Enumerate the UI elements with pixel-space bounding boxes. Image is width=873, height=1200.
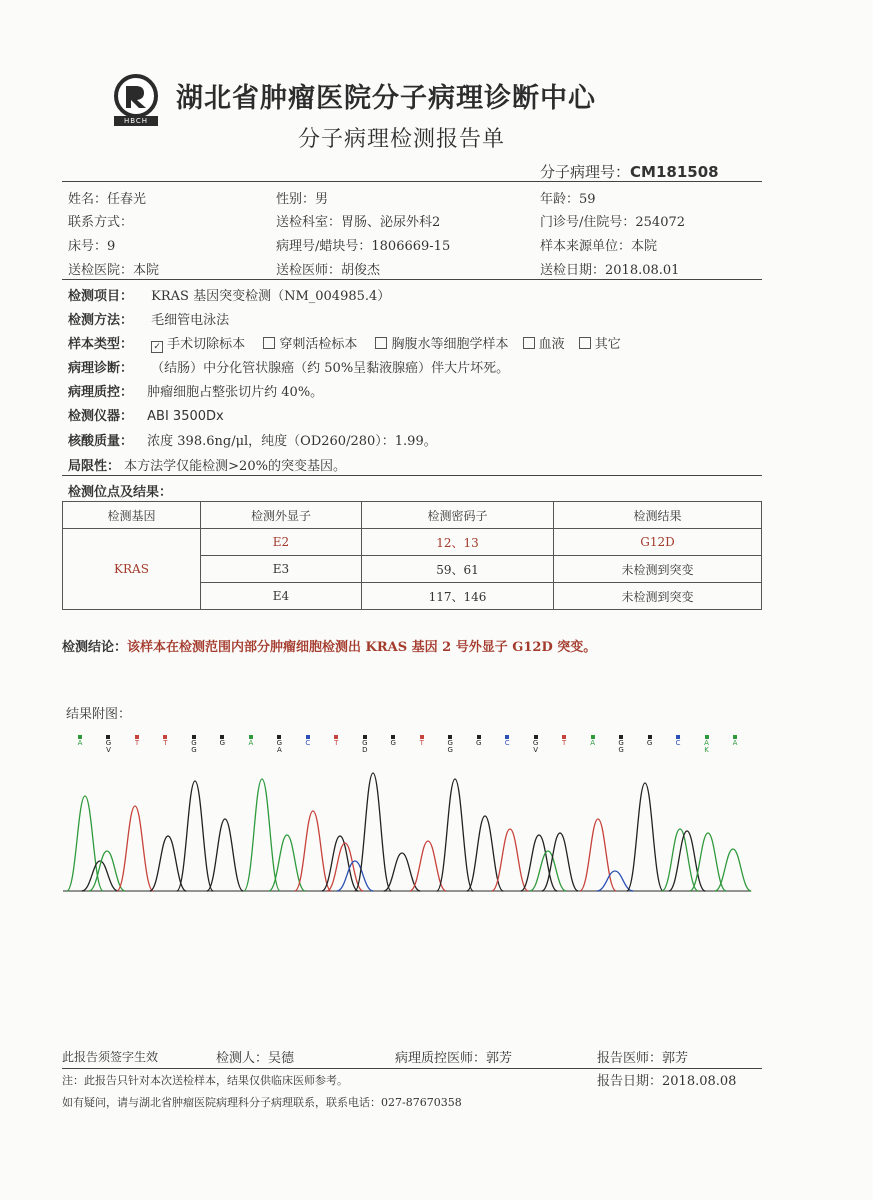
base-call bbox=[472, 735, 486, 747]
patient-hospital: 送检医院：本院 bbox=[68, 263, 160, 278]
patient-bed: 床号：9 bbox=[68, 239, 116, 254]
base-call bbox=[500, 735, 514, 747]
patient-clinic-no: 门诊号/住院号：254072 bbox=[540, 215, 686, 230]
trace-peak bbox=[627, 783, 663, 891]
sample-type-option bbox=[579, 337, 621, 352]
base-ambiguity-letter: D bbox=[362, 746, 368, 754]
trace-peak bbox=[355, 773, 391, 891]
test-method-row bbox=[68, 309, 229, 328]
base-ambiguity-letter: V bbox=[533, 746, 539, 754]
base-ambiguity-letter: K bbox=[704, 746, 709, 754]
report-title: 分子病理检测报告单 bbox=[298, 127, 506, 152]
base-letter: T bbox=[334, 739, 339, 747]
base-call bbox=[443, 735, 457, 754]
base-call bbox=[643, 735, 657, 747]
diagnosis-label: 病理诊断： bbox=[68, 361, 134, 376]
test-item-label: 检测项目： bbox=[68, 289, 134, 304]
report-date: 报告日期：2018.08.08 bbox=[597, 1074, 737, 1089]
trace-peak bbox=[662, 829, 698, 891]
base-letter: G bbox=[475, 739, 482, 747]
checkbox-icon bbox=[263, 337, 275, 349]
patient-department: 送检科室：胃肠、泌尿外科2 bbox=[276, 215, 441, 230]
codon-cell: 117、146 bbox=[362, 583, 554, 610]
base-letter: G bbox=[105, 739, 112, 747]
base-ambiguity-letter: A bbox=[276, 746, 282, 754]
base-letter: G bbox=[390, 739, 396, 747]
chromatogram bbox=[55, 760, 755, 900]
sample-type-label: 样本类型： bbox=[68, 337, 134, 352]
checkbox-icon bbox=[523, 337, 535, 349]
base-letter: T bbox=[134, 739, 140, 747]
base-letter: C bbox=[305, 739, 311, 747]
patient-pathology-no: 病理号/蜡块号：1806669-15 bbox=[276, 239, 451, 254]
report-number-label: 分子病理号： bbox=[540, 163, 631, 181]
table-header-exon: 检测外显子 bbox=[201, 502, 362, 529]
base-call bbox=[728, 735, 742, 747]
base-call bbox=[529, 735, 543, 754]
footer-contact: 如有疑问，请与湖北省肿瘤医院病理科分子病理联系，联系电话：027-87670358 bbox=[62, 1096, 462, 1109]
result-cell: G12D bbox=[554, 529, 762, 556]
diagnosis-row bbox=[68, 357, 509, 376]
limitation-value: 本方法学仅能检测>20%的突变基因。 bbox=[124, 459, 346, 474]
conclusion-text: 该样本在检测范围内部分肿瘤细胞检测出 KRAS 基因 2 号外显子 G12D 突变。 bbox=[127, 640, 597, 655]
base-letter: A bbox=[732, 739, 738, 747]
codon-cell: 59、61 bbox=[362, 556, 554, 583]
base-letter: G bbox=[646, 739, 653, 747]
base-ambiguity-letter: G bbox=[618, 746, 624, 754]
diagnosis-value: （结肠）中分化管状腺癌（约 50%呈黏液腺癌）伴大片坏死。 bbox=[151, 361, 510, 376]
base-call bbox=[187, 735, 201, 754]
base-letter: T bbox=[163, 739, 168, 747]
quality-row bbox=[68, 430, 437, 449]
trace-peak bbox=[244, 779, 280, 891]
base-letter: T bbox=[419, 739, 424, 747]
limitation-row bbox=[68, 455, 346, 474]
base-call bbox=[671, 735, 685, 747]
base-letter: G bbox=[532, 739, 539, 747]
qc-doctor: 病理质控医师：郭芳 bbox=[395, 1051, 513, 1066]
hospital-name: 湖北省肿瘤医院分子病理诊断中心 bbox=[176, 83, 596, 114]
trace-peak bbox=[530, 851, 566, 891]
sample-type-option-label: 胸腹水等细胞学样本 bbox=[391, 337, 509, 352]
instrument-row bbox=[68, 405, 224, 424]
patient-name: 姓名：任春光 bbox=[68, 192, 147, 207]
report-number bbox=[540, 161, 719, 182]
qc-row bbox=[68, 381, 323, 400]
trace-peak bbox=[177, 781, 213, 891]
sample-type-option bbox=[263, 337, 357, 352]
tester: 检测人：吴德 bbox=[216, 1051, 295, 1066]
sample-type-row bbox=[68, 333, 621, 353]
base-ambiguity-letter: G bbox=[191, 746, 197, 754]
instrument-label: 检测仪器： bbox=[68, 409, 134, 424]
checkbox-icon bbox=[579, 337, 591, 349]
exon-cell: E4 bbox=[201, 583, 362, 610]
base-letter: T bbox=[561, 739, 567, 747]
sign-note: 此报告须签字生效 bbox=[62, 1050, 159, 1064]
base-call bbox=[272, 735, 286, 754]
sample-type-option-label: 穿刺活检标本 bbox=[279, 337, 358, 352]
table-header-gene: 检测基因 bbox=[63, 502, 201, 529]
qc-value: 肿瘤细胞占整张切片约 40%。 bbox=[147, 385, 324, 400]
sample-type-option bbox=[523, 337, 565, 352]
sample-type-option-label: 手术切除标本 bbox=[167, 337, 246, 352]
table-header-result: 检测结果 bbox=[554, 502, 762, 529]
base-call bbox=[700, 735, 714, 754]
patient-gender: 性别：男 bbox=[276, 192, 329, 207]
result-cell: 未检测到突变 bbox=[554, 556, 762, 583]
base-letter: A bbox=[704, 739, 709, 747]
result-cell: 未检测到突变 bbox=[554, 583, 762, 610]
trace-peak bbox=[207, 819, 243, 891]
sample-type-option-label: 血液 bbox=[538, 337, 565, 352]
trace-peak bbox=[580, 819, 616, 891]
trace-peak bbox=[117, 806, 153, 891]
instrument-value: ABI 3500Dx bbox=[147, 409, 224, 424]
base-call bbox=[73, 735, 87, 747]
base-call bbox=[358, 735, 372, 754]
base-call bbox=[586, 735, 600, 747]
base-call bbox=[415, 735, 429, 747]
report-number-value: CM181508 bbox=[630, 163, 719, 181]
base-call bbox=[215, 735, 229, 747]
patient-sample-source: 样本来源单位：本院 bbox=[540, 239, 658, 254]
conclusion-label: 检测结论： bbox=[62, 640, 128, 655]
results-section-title: 检测位点及结果： bbox=[68, 485, 173, 500]
quality-value: 浓度 398.6ng/μl，纯度（OD260/280）：1.99。 bbox=[147, 434, 437, 449]
base-call bbox=[130, 735, 144, 747]
base-letter: G bbox=[447, 739, 453, 747]
patient-contact: 联系方式： bbox=[68, 215, 134, 230]
conclusion-row bbox=[62, 636, 596, 655]
base-call bbox=[614, 735, 628, 754]
patient-doctor: 送检医师：胡俊杰 bbox=[276, 263, 381, 278]
base-call bbox=[301, 735, 315, 747]
base-call bbox=[329, 735, 343, 747]
test-method-value: 毛细管电泳法 bbox=[151, 313, 230, 328]
base-letter: G bbox=[276, 739, 283, 747]
footer-note: 注：此报告只针对本次送检样本，结果仅供临床医师参考。 bbox=[62, 1074, 348, 1087]
trace-peak bbox=[597, 871, 633, 891]
codon-cell: 12、13 bbox=[362, 529, 554, 556]
base-call bbox=[101, 735, 115, 754]
exon-cell: E2 bbox=[201, 529, 362, 556]
base-call bbox=[158, 735, 172, 747]
trace-peak bbox=[437, 779, 473, 891]
table-header-row bbox=[63, 502, 762, 529]
test-item-row bbox=[68, 285, 390, 304]
base-letter: G bbox=[362, 739, 368, 747]
base-ambiguity-letter: V bbox=[106, 746, 111, 754]
test-method-label: 检测方法： bbox=[68, 313, 134, 328]
report-doctor: 报告医师：郭芳 bbox=[597, 1051, 689, 1066]
base-call bbox=[557, 735, 571, 747]
results-table bbox=[62, 501, 762, 610]
base-ambiguity-letter: G bbox=[447, 746, 453, 754]
figure-label: 结果附图： bbox=[66, 707, 132, 722]
base-letter: C bbox=[504, 739, 510, 747]
patient-age: 年龄：59 bbox=[540, 192, 596, 207]
base-letter: G bbox=[618, 739, 624, 747]
patient-date: 送检日期：2018.08.01 bbox=[540, 263, 680, 278]
sample-type-option-label: 其它 bbox=[594, 337, 621, 352]
base-letter: A bbox=[77, 739, 83, 747]
gene-cell: KRAS bbox=[63, 529, 201, 610]
base-letter: G bbox=[219, 739, 226, 747]
table-row bbox=[63, 529, 762, 556]
base-letter: A bbox=[590, 739, 595, 747]
base-letter: A bbox=[248, 739, 254, 747]
qc-label: 病理质控： bbox=[68, 385, 134, 400]
trace-peak bbox=[492, 829, 528, 891]
checkbox-icon bbox=[375, 337, 387, 349]
base-call bbox=[386, 735, 400, 747]
base-letter: G bbox=[191, 739, 197, 747]
sample-type-option bbox=[375, 337, 508, 352]
trace-peak bbox=[715, 849, 751, 891]
exon-cell: E3 bbox=[201, 556, 362, 583]
logo-text: HBCH bbox=[123, 117, 149, 125]
table-header-codon: 检测密码子 bbox=[362, 502, 554, 529]
quality-label: 核酸质量： bbox=[68, 434, 134, 449]
limitation-label: 局限性： bbox=[68, 459, 121, 474]
test-item-value: KRAS 基因突变检测（NM_004985.4） bbox=[151, 289, 391, 304]
base-letter: C bbox=[675, 739, 681, 747]
base-call bbox=[244, 735, 258, 747]
sample-type-option bbox=[151, 337, 245, 352]
trace-peak bbox=[295, 811, 331, 891]
hospital-logo bbox=[108, 72, 164, 128]
checkbox-checked-icon: ✓ bbox=[151, 341, 163, 353]
